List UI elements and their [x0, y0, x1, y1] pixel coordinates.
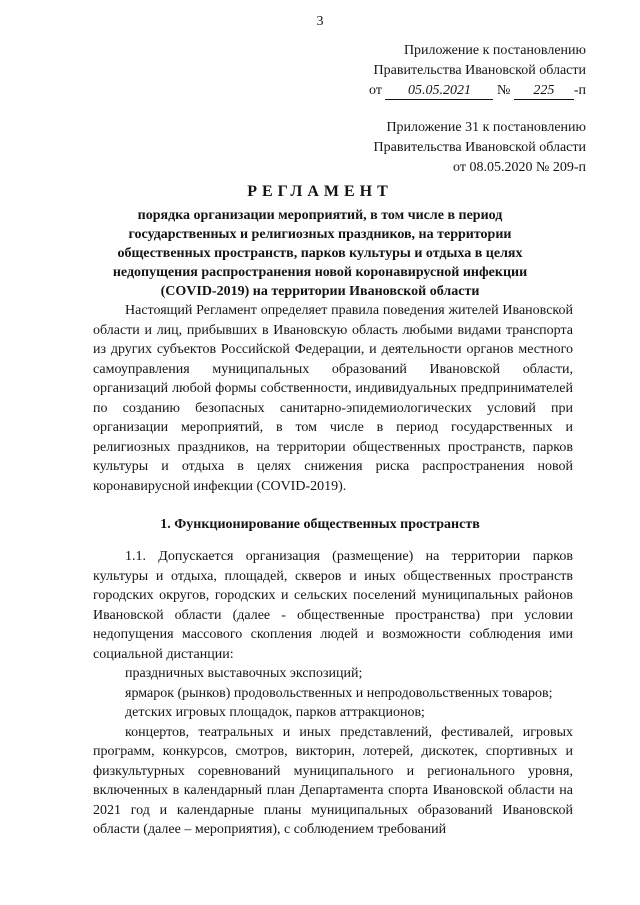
annex-block-2 [374, 118, 586, 178]
annex-line-1: Приложение к постановлению [403, 43, 586, 58]
annex-block [369, 41, 586, 101]
page-number: 3 [316, 14, 324, 29]
intro-paragraph: Настоящий Регламент определяет правила поведения жителей Ивановской области и лиц, прибывших в Ивановскую область любыми видами транспорта из других субъектов Российской Федерации, и деятельности органов местного самоуправления муниципальных образований Ивановской области, организаций любой формы собственности, индивидуальных предпринимателей по созданию безопасных санитарно-эпидемиологических условий при организации мероприятий, в том числе в период государственных и религиозных праздников, на территории общественных пространств, парков культуры и отдыха в целях снижения риска распространения новой коронавирусной инфекции (COVID-2019). [93, 303, 573, 494]
annex2-line-2: Правительства Ивановской области [373, 140, 586, 155]
list-item: ярмарок (рынков) продовольственных и непродовольственных товаров; [125, 685, 553, 701]
document-title: РЕГЛАМЕНТ [247, 183, 393, 200]
annex2-line-3: от 08.05.2020 № 209-п [453, 160, 586, 175]
section1-body [93, 547, 573, 840]
section-heading: 1. Функционирование общественных пространств [160, 517, 480, 532]
annex-line-3 [369, 81, 586, 101]
annex-number-label: № [496, 83, 511, 98]
list-item: праздничных выставочных экспозиций; [125, 666, 363, 681]
annex-from-label: от [369, 83, 382, 98]
list-item: 1.1. Допускается организация (размещение) на территории парков культуры и отдыха, площадей, скверов и иных общественных пространств городских округов, городских и сельских поселений муниципальных районов Ивановской области (далее - общественные пространства) при условии недопущения массового скопления людей и возможности соблюдения ими социальной дистанции: [93, 549, 573, 662]
annex-suffix: -п [573, 83, 586, 98]
annex2-line-1: Приложение 31 к постановлению [386, 120, 586, 135]
annex-date-value: 05.05.2021 [385, 83, 493, 100]
list-item: детских игровых площадок, парков аттракционов; [125, 705, 425, 720]
list-item: концертов, театральных и иных представлений, фестивалей, игровых программ, конкурсов, смотров, викторин, лотерей, дискотек, спортивных и физкультурных соревнований муниципального и регионального уровня, включенных в календарный план Департамента спорта Ивановской области на 2021 год и календарные планы муниципальных образований Ивановской области (далее – мероприятия), с соблюдением требований [93, 724, 573, 837]
annex-line-2: Правительства Ивановской области [373, 63, 586, 78]
document-subtitle: порядка организации мероприятий, в том числе в период государственных и религиозных праздников, на территории общественных пространств, парков культуры и отдыха в целях недопущения распространения новой коронавирусной инфекции (COVID-2019) на территории Ивановской области [112, 208, 528, 299]
annex-number-value: 225 [514, 83, 574, 100]
